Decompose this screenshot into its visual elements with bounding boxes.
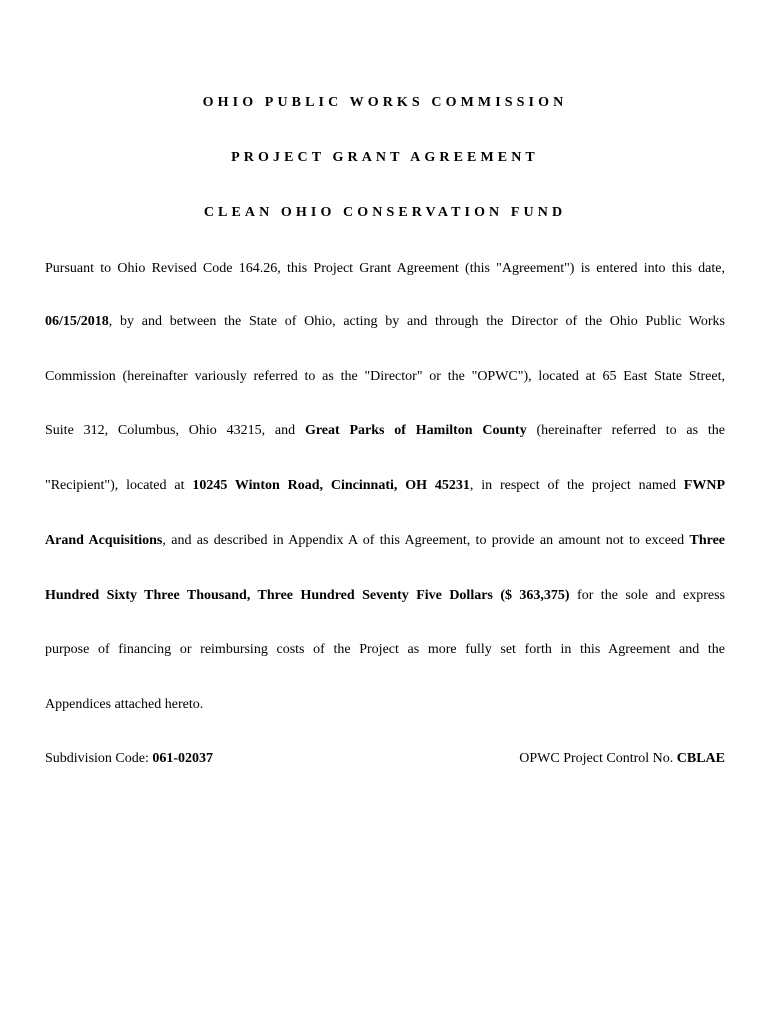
control-label: OPWC Project Control No. bbox=[519, 751, 677, 766]
paragraph-text: , by and between the State of Ohio, acting by and through the Director of the Ohio Public Works bbox=[108, 314, 725, 329]
paragraph-text: "Recipient"), located at bbox=[45, 478, 193, 493]
paragraph-line bbox=[45, 477, 725, 495]
subdivision-label: Subdivision Code: bbox=[45, 751, 153, 766]
grant-amount: Three bbox=[689, 533, 725, 548]
paragraph-line bbox=[45, 641, 725, 659]
paragraph-text: Commission (hereinafter variously referred to as the "Director" or the "OPWC"), located at 65 East State Street, bbox=[45, 369, 725, 384]
agreement-date: 06/15/2018 bbox=[45, 314, 109, 329]
paragraph-text: Pursuant to Ohio Revised Code 164.26, this Project Grant Agreement (this "Agreement") is entered into this date, bbox=[45, 261, 725, 276]
commission-title: OHIO PUBLIC WORKS COMMISSION bbox=[202, 95, 568, 110]
project-name: Arand Acquisitions bbox=[45, 533, 163, 548]
recipient-name: Great Parks of Hamilton County bbox=[304, 423, 527, 438]
agreement-title: PROJECT GRANT AGREEMENT bbox=[231, 150, 539, 165]
subdivision-code bbox=[45, 750, 213, 768]
paragraph-text: purpose of financing or reimbursing costs of the Project as more fully set forth in this Agreement and the bbox=[45, 642, 725, 657]
paragraph-text: Suite 312, Columbus, Ohio 43215, and bbox=[45, 423, 305, 438]
paragraph-text: for the sole and express bbox=[569, 588, 725, 603]
fund-title: CLEAN OHIO CONSERVATION FUND bbox=[203, 205, 567, 220]
paragraph-text: , in respect of the project named bbox=[469, 478, 684, 493]
paragraph-text: , and as described in Appendix A of this Agreement, to provide an amount not to exceed bbox=[162, 533, 690, 548]
project-name: FWNP bbox=[683, 478, 726, 493]
project-control-number bbox=[519, 750, 725, 768]
paragraph-line bbox=[45, 368, 725, 386]
paragraph-text: Appendices attached hereto. bbox=[45, 697, 204, 712]
paragraph-line bbox=[45, 260, 725, 278]
paragraph-line bbox=[45, 696, 725, 714]
paragraph-line bbox=[45, 313, 725, 331]
control-value: CBLAE bbox=[676, 751, 725, 766]
recipient-address: 10245 Winton Road, Cincinnati, OH 45231 bbox=[192, 478, 470, 493]
subdivision-value: 061-02037 bbox=[152, 751, 214, 766]
paragraph-line bbox=[45, 422, 725, 440]
paragraph-line bbox=[45, 587, 725, 605]
paragraph-line bbox=[45, 532, 725, 550]
paragraph-text: (hereinafter referred to as the bbox=[526, 423, 725, 438]
grant-amount: Hundred Sixty Three Thousand, Three Hundred Seventy Five Dollars ($ 363,375) bbox=[45, 588, 570, 603]
